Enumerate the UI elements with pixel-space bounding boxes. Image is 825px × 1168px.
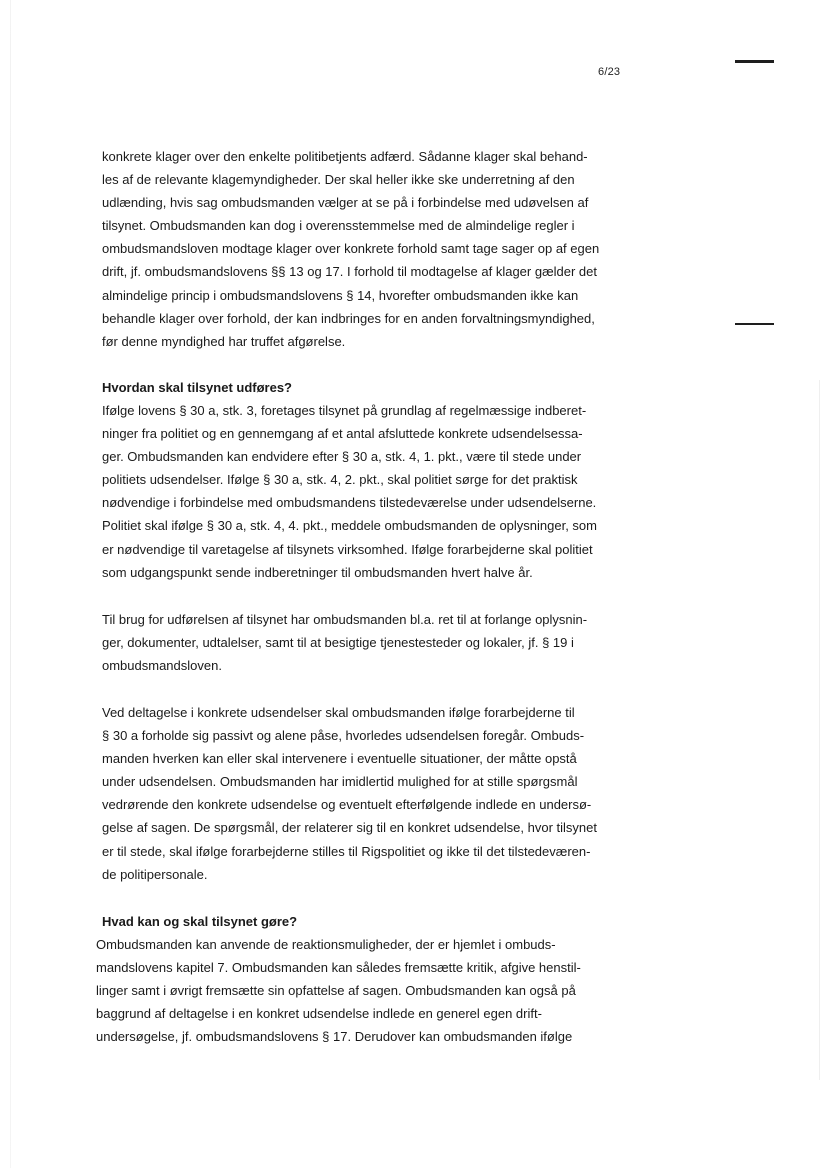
text-line: udlænding, hvis sag ombudsmanden vælger at se på i forbindelse med udøvelsen af bbox=[102, 195, 589, 211]
text-line: som udgangspunkt sende indberetninger til ombudsmanden hvert halve år. bbox=[102, 564, 533, 580]
paragraph-4 bbox=[96, 701, 626, 886]
document-body bbox=[96, 145, 626, 1048]
text-line: behandle klager over forhold, der kan indbringes for en anden forvaltningsmyndighed, bbox=[102, 310, 595, 326]
paragraph-3 bbox=[96, 608, 626, 677]
paragraph-gap bbox=[96, 886, 626, 910]
text-line: manden hverken kan eller skal intervenere i eventuelle situationer, der måtte opstå bbox=[102, 751, 577, 767]
paragraph-gap bbox=[96, 584, 626, 608]
text-line: før denne myndighed har truffet afgørelse. bbox=[102, 333, 346, 349]
text-line: er til stede, skal ifølge forarbejderne stilles til Rigspolitiet og ikke til det tilstedeværen- bbox=[102, 843, 591, 859]
text-line: ombudsmandsloven modtage klager over konkrete forhold samt tage sager op af egen bbox=[102, 241, 600, 257]
page-number: 6/23 bbox=[598, 66, 621, 78]
text-line: Politiet skal ifølge § 30 a, stk. 4, 4. pkt., meddele ombudsmanden de oplysninger, som bbox=[102, 518, 597, 534]
text-line: nødvendige i forbindelse med ombudsmandens tilstedeværelse under udsendelserne. bbox=[102, 495, 597, 511]
text-line: drift, jf. ombudsmandslovens §§ 13 og 17. I forhold til modtagelse af klager gælder det bbox=[102, 264, 598, 280]
text-line: gelse af sagen. De spørgsmål, der relaterer sig til en konkret udsendelse, hvor tilsynet bbox=[102, 820, 597, 836]
text-line: ger. Ombudsmanden kan endvidere efter § 30 a, stk. 4, 1. pkt., være til stede under bbox=[102, 449, 582, 465]
text-line: undersøgelse, jf. ombudsmandslovens § 17. Derudover kan ombudsmanden ifølge bbox=[96, 1029, 573, 1045]
margin-mark-middle bbox=[735, 323, 774, 325]
margin-mark-top bbox=[735, 60, 774, 63]
scan-edge-left bbox=[10, 0, 11, 1168]
text-line: almindelige princip i ombudsmandslovens § 14, hvorefter ombudsmanden ikke kan bbox=[102, 287, 579, 303]
text-line: les af de relevante klagemyndigheder. Der skal heller ikke ske underretning af den bbox=[102, 172, 575, 188]
text-line: er nødvendige til varetagelse af tilsynets virksomhed. Ifølge forarbejderne skal politiet bbox=[102, 541, 593, 557]
text-line: Ifølge lovens § 30 a, stk. 3, foretages tilsynet på grundlag af regelmæssige indberet- bbox=[102, 402, 587, 418]
paragraph-2 bbox=[96, 399, 626, 584]
paragraph-gap bbox=[96, 677, 626, 701]
text-line: de politipersonale. bbox=[102, 866, 208, 882]
text-line: under udsendelsen. Ombudsmanden har imidlertid mulighed for at stille spørgsmål bbox=[102, 774, 578, 790]
text-line: vedrørende den konkrete udsendelse og eventuelt efterfølgende indlede en undersø- bbox=[102, 797, 592, 813]
text-line: baggrund af deltagelse i en konkret udsendelse indlede en generel egen drift- bbox=[96, 1006, 542, 1022]
section-heading-what: Hvad kan og skal tilsynet gøre? bbox=[102, 913, 298, 929]
paragraph-1 bbox=[96, 145, 626, 353]
section-heading-how: Hvordan skal tilsynet udføres? bbox=[102, 379, 292, 395]
text-line: ombudsmandsloven. bbox=[102, 657, 222, 673]
text-line: § 30 a forholde sig passivt og alene påse, hvorledes udsendelsen foregår. Ombuds- bbox=[102, 728, 585, 744]
text-line: Ved deltagelse i konkrete udsendelser skal ombudsmanden ifølge forarbejderne til bbox=[102, 704, 575, 720]
text-line: mandslovens kapitel 7. Ombudsmanden kan således fremsætte kritik, afgive henstil- bbox=[96, 959, 581, 975]
text-line: Til brug for udførelsen af tilsynet har ombudsmanden bl.a. ret til at forlange oplysnin- bbox=[102, 611, 588, 627]
text-line: konkrete klager over den enkelte politibetjents adfærd. Sådanne klager skal behand- bbox=[102, 149, 588, 164]
paragraph-gap bbox=[96, 353, 626, 376]
scan-edge-right bbox=[819, 380, 820, 1080]
paragraph-5 bbox=[96, 933, 626, 1048]
text-line: politiets udsendelser. Ifølge § 30 a, stk. 4, 2. pkt., skal politiet sørge for det praktisk bbox=[102, 472, 578, 488]
text-line: ninger fra politiet og en gennemgang af et antal afsluttede konkrete udsendelsessa- bbox=[102, 426, 583, 442]
text-line: linger samt i øvrigt fremsætte sin opfattelse af sagen. Ombudsmanden kan også på bbox=[96, 983, 576, 998]
text-line: Ombudsmanden kan anvende de reaktionsmuligheder, der er hjemlet i ombuds- bbox=[96, 936, 556, 952]
text-line: ger, dokumenter, udtalelser, samt til at besigtige tjenestesteder og lokaler, jf. § 19 i bbox=[102, 634, 574, 650]
text-line: tilsynet. Ombudsmanden kan dog i overensstemmelse med de almindelige regler i bbox=[102, 218, 575, 234]
